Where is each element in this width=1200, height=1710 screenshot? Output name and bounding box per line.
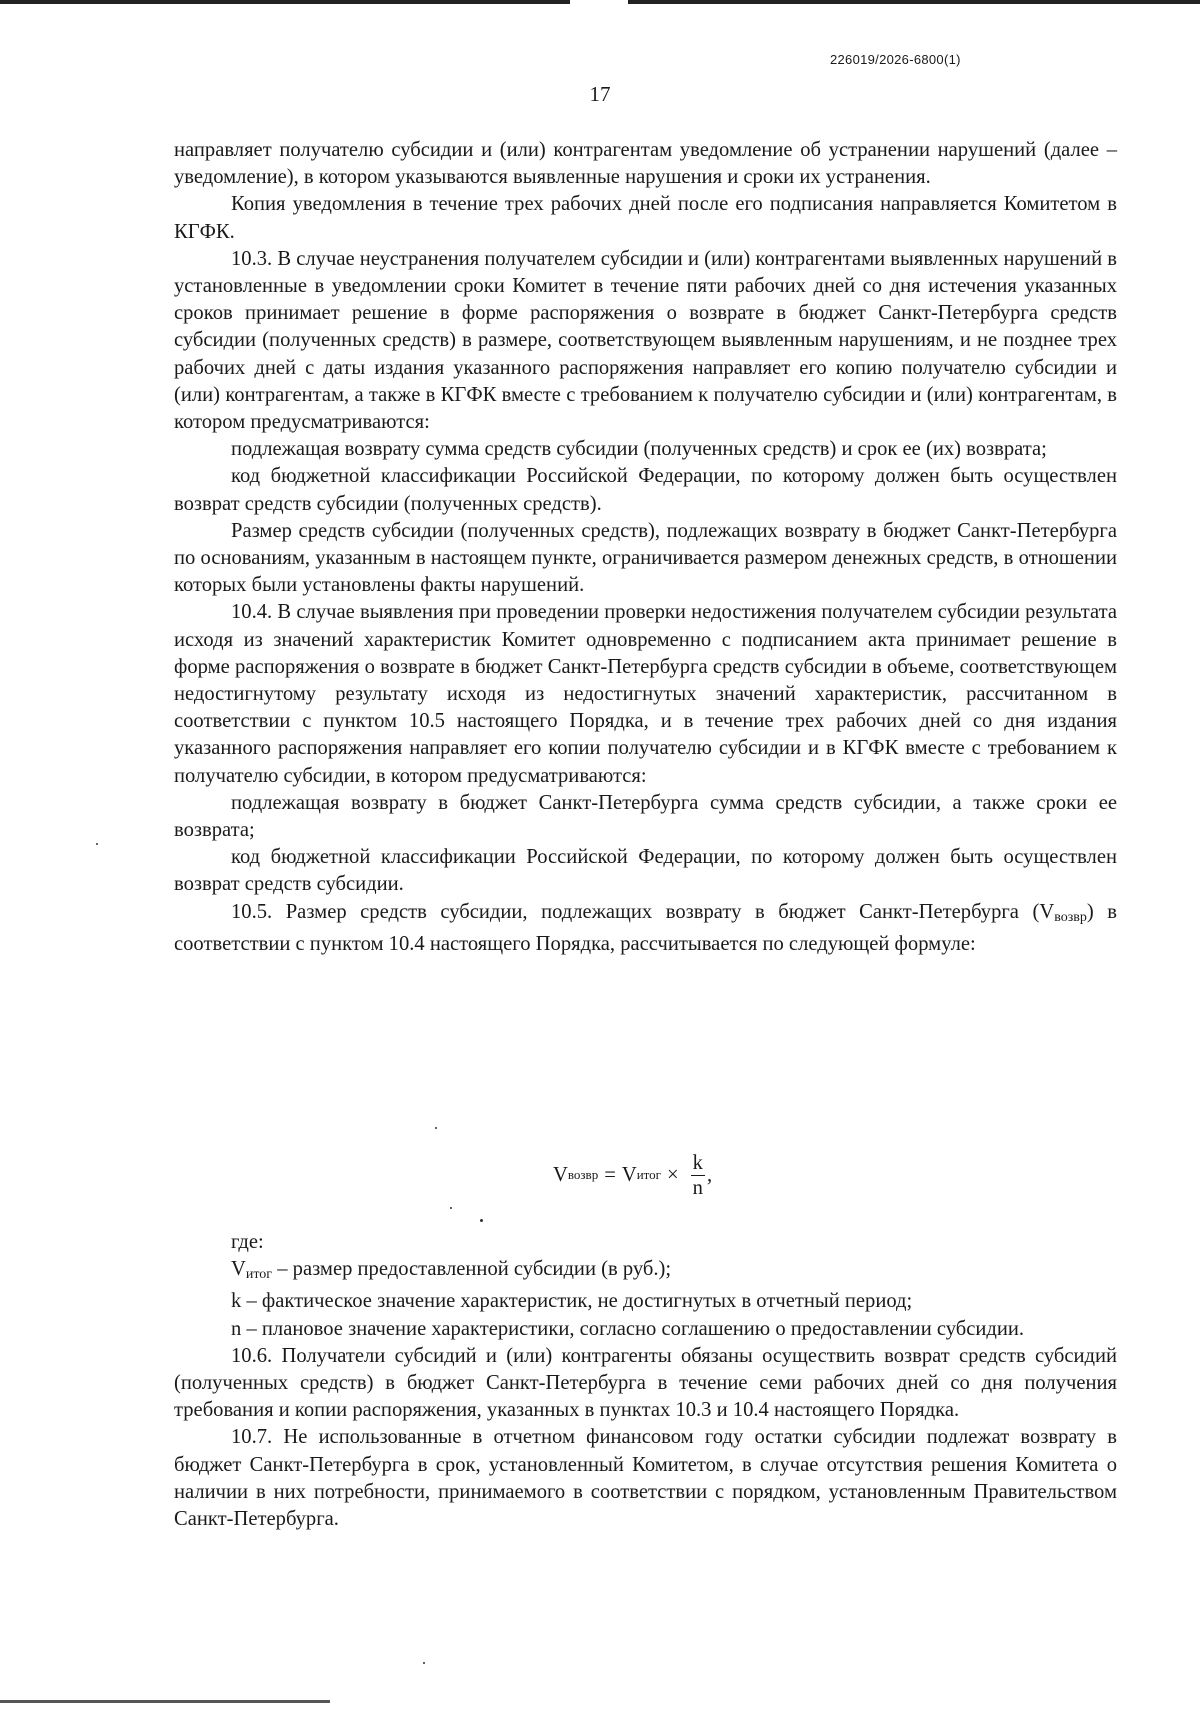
scan-edge-bottom — [0, 1700, 330, 1703]
paragraph-10-5 — [174, 899, 1117, 958]
text-run: 10.5. Размер средств субсидии, подлежащих возврату в бюджет Санкт-Петербурга (V — [231, 900, 1055, 923]
document-id: 226019/2026-6800(1) — [830, 52, 961, 67]
document-body-bottom — [174, 1229, 1117, 1533]
paragraph: подлежащая возврату сумма средств субсидии (полученных средств) и срок ее (их) возврата; — [231, 438, 1047, 461]
subscript: итог — [245, 1267, 273, 1283]
paragraph: код бюджетной классификации Российской Федерации, по которому должен быть осуществлен возврат средств субсидии (полученных средств). — [174, 465, 1117, 515]
subscript: возвр — [1054, 909, 1087, 925]
formula-subscript: итог — [636, 1167, 662, 1182]
text-run: ) в соответствии с пунктом 10.4 настоящего Порядка, рассчитывается по следующей формуле: — [174, 900, 1117, 955]
formula-times: × — [667, 1163, 679, 1186]
formula-fraction — [691, 1151, 705, 1200]
paragraph-10-3: 10.3. В случае неустранения получателем субсидии и (или) контрагентами выявленных нарушений в установленные в уведомлении сроки Комитет в течение пяти рабочих дней со дня истечения указанных сроков принимает решение в форме распоряжения о возврате в бюджет Санкт-Петербурга средств субсидии (полученных средств) в размере, соответствующем выявленным нарушениям, и не позднее трех рабочих дней с даты издания указанного распоряжения направляет его копию получателю субсидии и (или) контрагентам, а также в КГФК вместе с требованием к получателю субсидии и (или) контрагентам, в котором предусматриваются: — [174, 247, 1117, 434]
scan-edge-top-left — [0, 0, 570, 4]
formula-trailing: , — [706, 1163, 713, 1186]
formula-symbol: V — [553, 1163, 568, 1186]
scan-edge-top-right — [628, 0, 1200, 4]
paragraph-10-7: 10.7. Не использованные в отчетном финансовом году остатки субсидии подлежат возврату в бюджет Санкт-Петербурга в срок, установленный Комитетом, в случае отсутствия решения Комитета о наличии в них потребности, принимаемого в соответствии с порядком, установленным Правительством Санкт-Петербурга. — [174, 1426, 1117, 1531]
paragraph: направляет получателю субсидии и (или) контрагентам уведомление об устранении нарушений (далее – уведомление), в котором указываются выявленные нарушения и сроки их устранения. — [174, 139, 1117, 189]
paragraph: Копия уведомления в течение трех рабочих дней после его подписания направляется Комитетом в КГФК. — [174, 193, 1117, 243]
definition-v-itog — [174, 1256, 1117, 1288]
scan-speck — [96, 843, 98, 845]
paragraph: код бюджетной классификации Российской Федерации, по которому должен быть осуществлен возврат средств субсидии. — [174, 846, 1117, 896]
formula-subscript: возвр — [567, 1167, 599, 1182]
document-body-top — [174, 137, 1117, 958]
scan-speck — [480, 1219, 483, 1222]
formula-numerator: k — [692, 1151, 703, 1174]
scan-speck — [450, 1207, 452, 1209]
paragraph: подлежащая возврату в бюджет Санкт-Петербурга сумма средств субсидии, а также сроки ее возврата; — [174, 791, 1117, 842]
text-run: – размер предоставленной субсидии (в руб.); — [272, 1258, 672, 1281]
formula-denominator: n — [692, 1176, 703, 1199]
definitions-where: где: — [231, 1231, 264, 1253]
scan-speck — [423, 1662, 425, 1664]
paragraph-10-4: 10.4. В случае выявления при проведении проверки недостижения получателем субсидии результата исходя из значений характеристик Комитет одновременно с подписанием акта принимает решение в форме распоряжения о возврате в бюджет Санкт-Петербурга средств субсидии в объеме, соответствующем недостигнутому результату исходя из недостигнутых значений характеристик, рассчитанном в соответствии с пунктом 10.5 настоящего Порядка, и в течение трех рабочих дней со дня издания указанного распоряжения направляет его копии получателю субсидии и в КГФК вместе с требованием к получателю субсидии, в котором предусматриваются: — [174, 601, 1117, 787]
formula-symbol: V — [621, 1163, 637, 1186]
definition-k: k – фактическое значение характеристик, не достигнутых в отчетный период; — [231, 1290, 913, 1313]
formula-equals: = — [604, 1163, 616, 1186]
symbol: V — [231, 1258, 246, 1281]
page-number: 17 — [589, 82, 611, 106]
definition-n: n – плановое значение характеристики, согласно соглашению о предоставлении субсидии. — [231, 1317, 1025, 1340]
formula — [553, 1140, 712, 1210]
scan-speck — [435, 1127, 437, 1129]
paragraph-10-6: 10.6. Получатели субсидий и (или) контрагенты обязаны осуществить возврат средств субсидий (полученных средств) в бюджет Санкт-Петербурга в течение семи рабочих дней со дня получения требования и копии распоряжения, указанных в пунктах 10.3 и 10.4 настоящего Порядка. — [174, 1344, 1117, 1422]
paragraph: Размер средств субсидии (полученных средств), подлежащих возврату в бюджет Санкт-Петербурга по основаниям, указанным в настоящем пункте, ограничивается размером денежных средств, в отношении которых были установлены факты нарушений. — [174, 519, 1117, 597]
